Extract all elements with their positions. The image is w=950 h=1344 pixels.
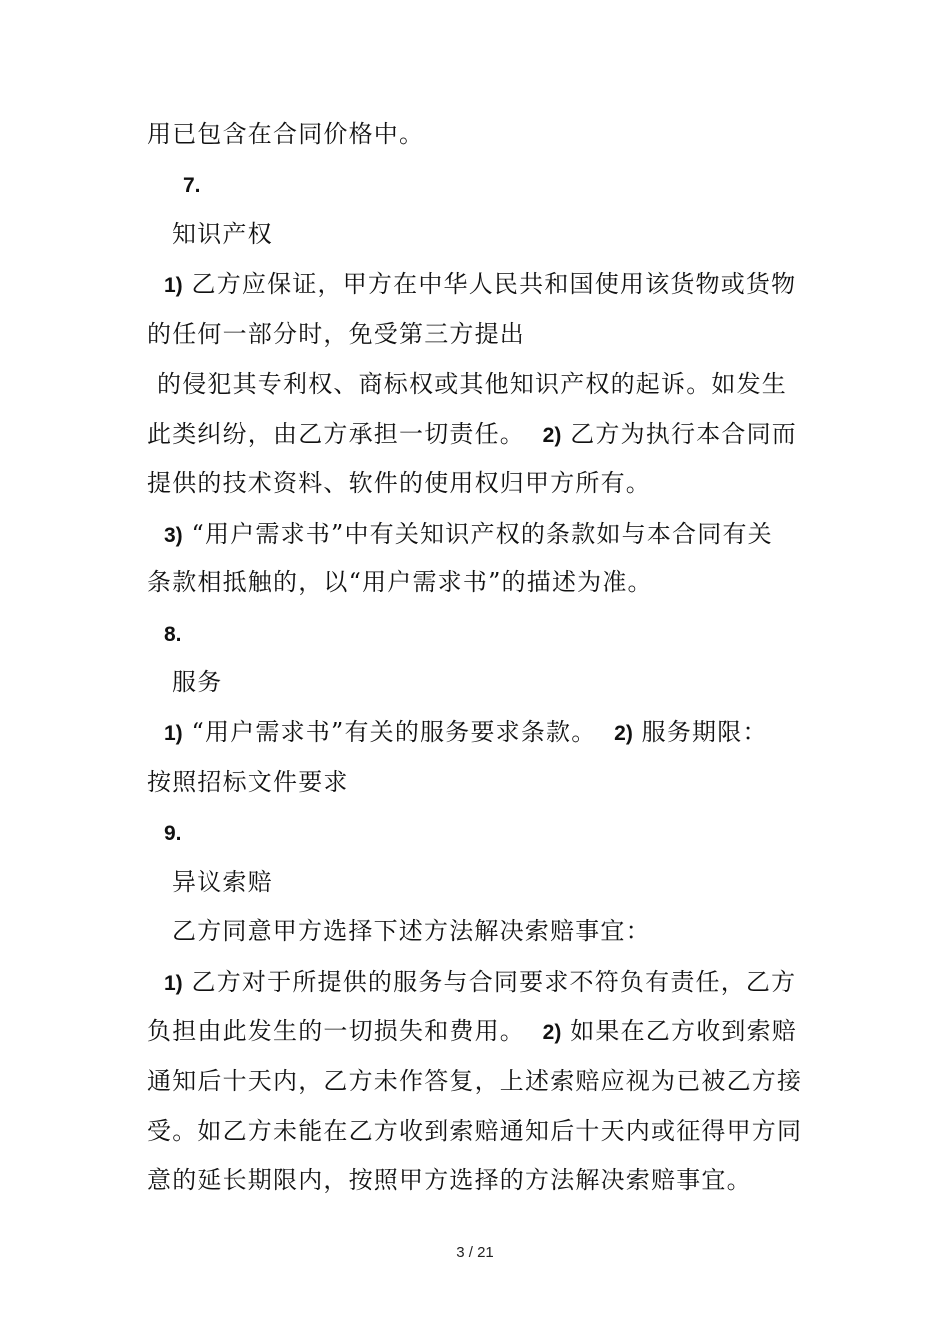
clause-line: 3) “用户需求书”中有关知识产权的条款如与本合同有关 bbox=[164, 520, 773, 548]
clause-line: 1) 乙方对于所提供的服务与合同要求不符负有责任，乙方 bbox=[164, 968, 797, 996]
clause-line: 负担由此发生的一切损失和费用。 2) 如果在乙方收到索赔 bbox=[147, 1017, 797, 1045]
section-number: 7. bbox=[183, 174, 201, 197]
text-line: 条款相抵触的，以“用户需求书”的描述为准。 bbox=[147, 568, 653, 596]
clause-line: 1) 乙方应保证，甲方在中华人民共和国使用该货物或货物 bbox=[164, 270, 797, 298]
section-title: 服务 bbox=[172, 668, 223, 696]
text-line: 乙方同意甲方选择下述方法解决索赔事宜： bbox=[172, 917, 651, 945]
section-title: 知识产权 bbox=[172, 220, 273, 248]
text-line: 按照招标文件要求 bbox=[147, 768, 349, 796]
clause-line: 1) “用户需求书”有关的服务要求条款。 2) 服务期限： bbox=[164, 718, 768, 746]
text-line: 用已包含在合同价格中。 bbox=[147, 120, 425, 148]
section-number: 8. bbox=[164, 623, 182, 646]
text-line: 的侵犯其专利权、商标权或其他知识产权的起诉。如发生 bbox=[157, 370, 787, 398]
text-line: 受。如乙方未能在乙方收到索赔通知后十天内或征得甲方同 bbox=[147, 1117, 803, 1145]
section-title: 异议索赔 bbox=[172, 868, 273, 896]
page-indicator: 3 / 21 bbox=[456, 1244, 494, 1261]
text-line: 通知后十天内，乙方未作答复，上述索赔应视为已被乙方接 bbox=[147, 1067, 803, 1095]
section-number: 9. bbox=[164, 822, 182, 845]
clause-line: 此类纠纷，由乙方承担一切责任。 2) 乙方为执行本合同而 bbox=[147, 420, 797, 448]
text-line: 意的延长期限内，按照甲方选择的方法解决索赔事宜。 bbox=[147, 1166, 752, 1194]
text-line: 提供的技术资料、软件的使用权归甲方所有。 bbox=[147, 469, 651, 497]
text-line: 的任何一部分时，免受第三方提出 bbox=[147, 320, 525, 348]
